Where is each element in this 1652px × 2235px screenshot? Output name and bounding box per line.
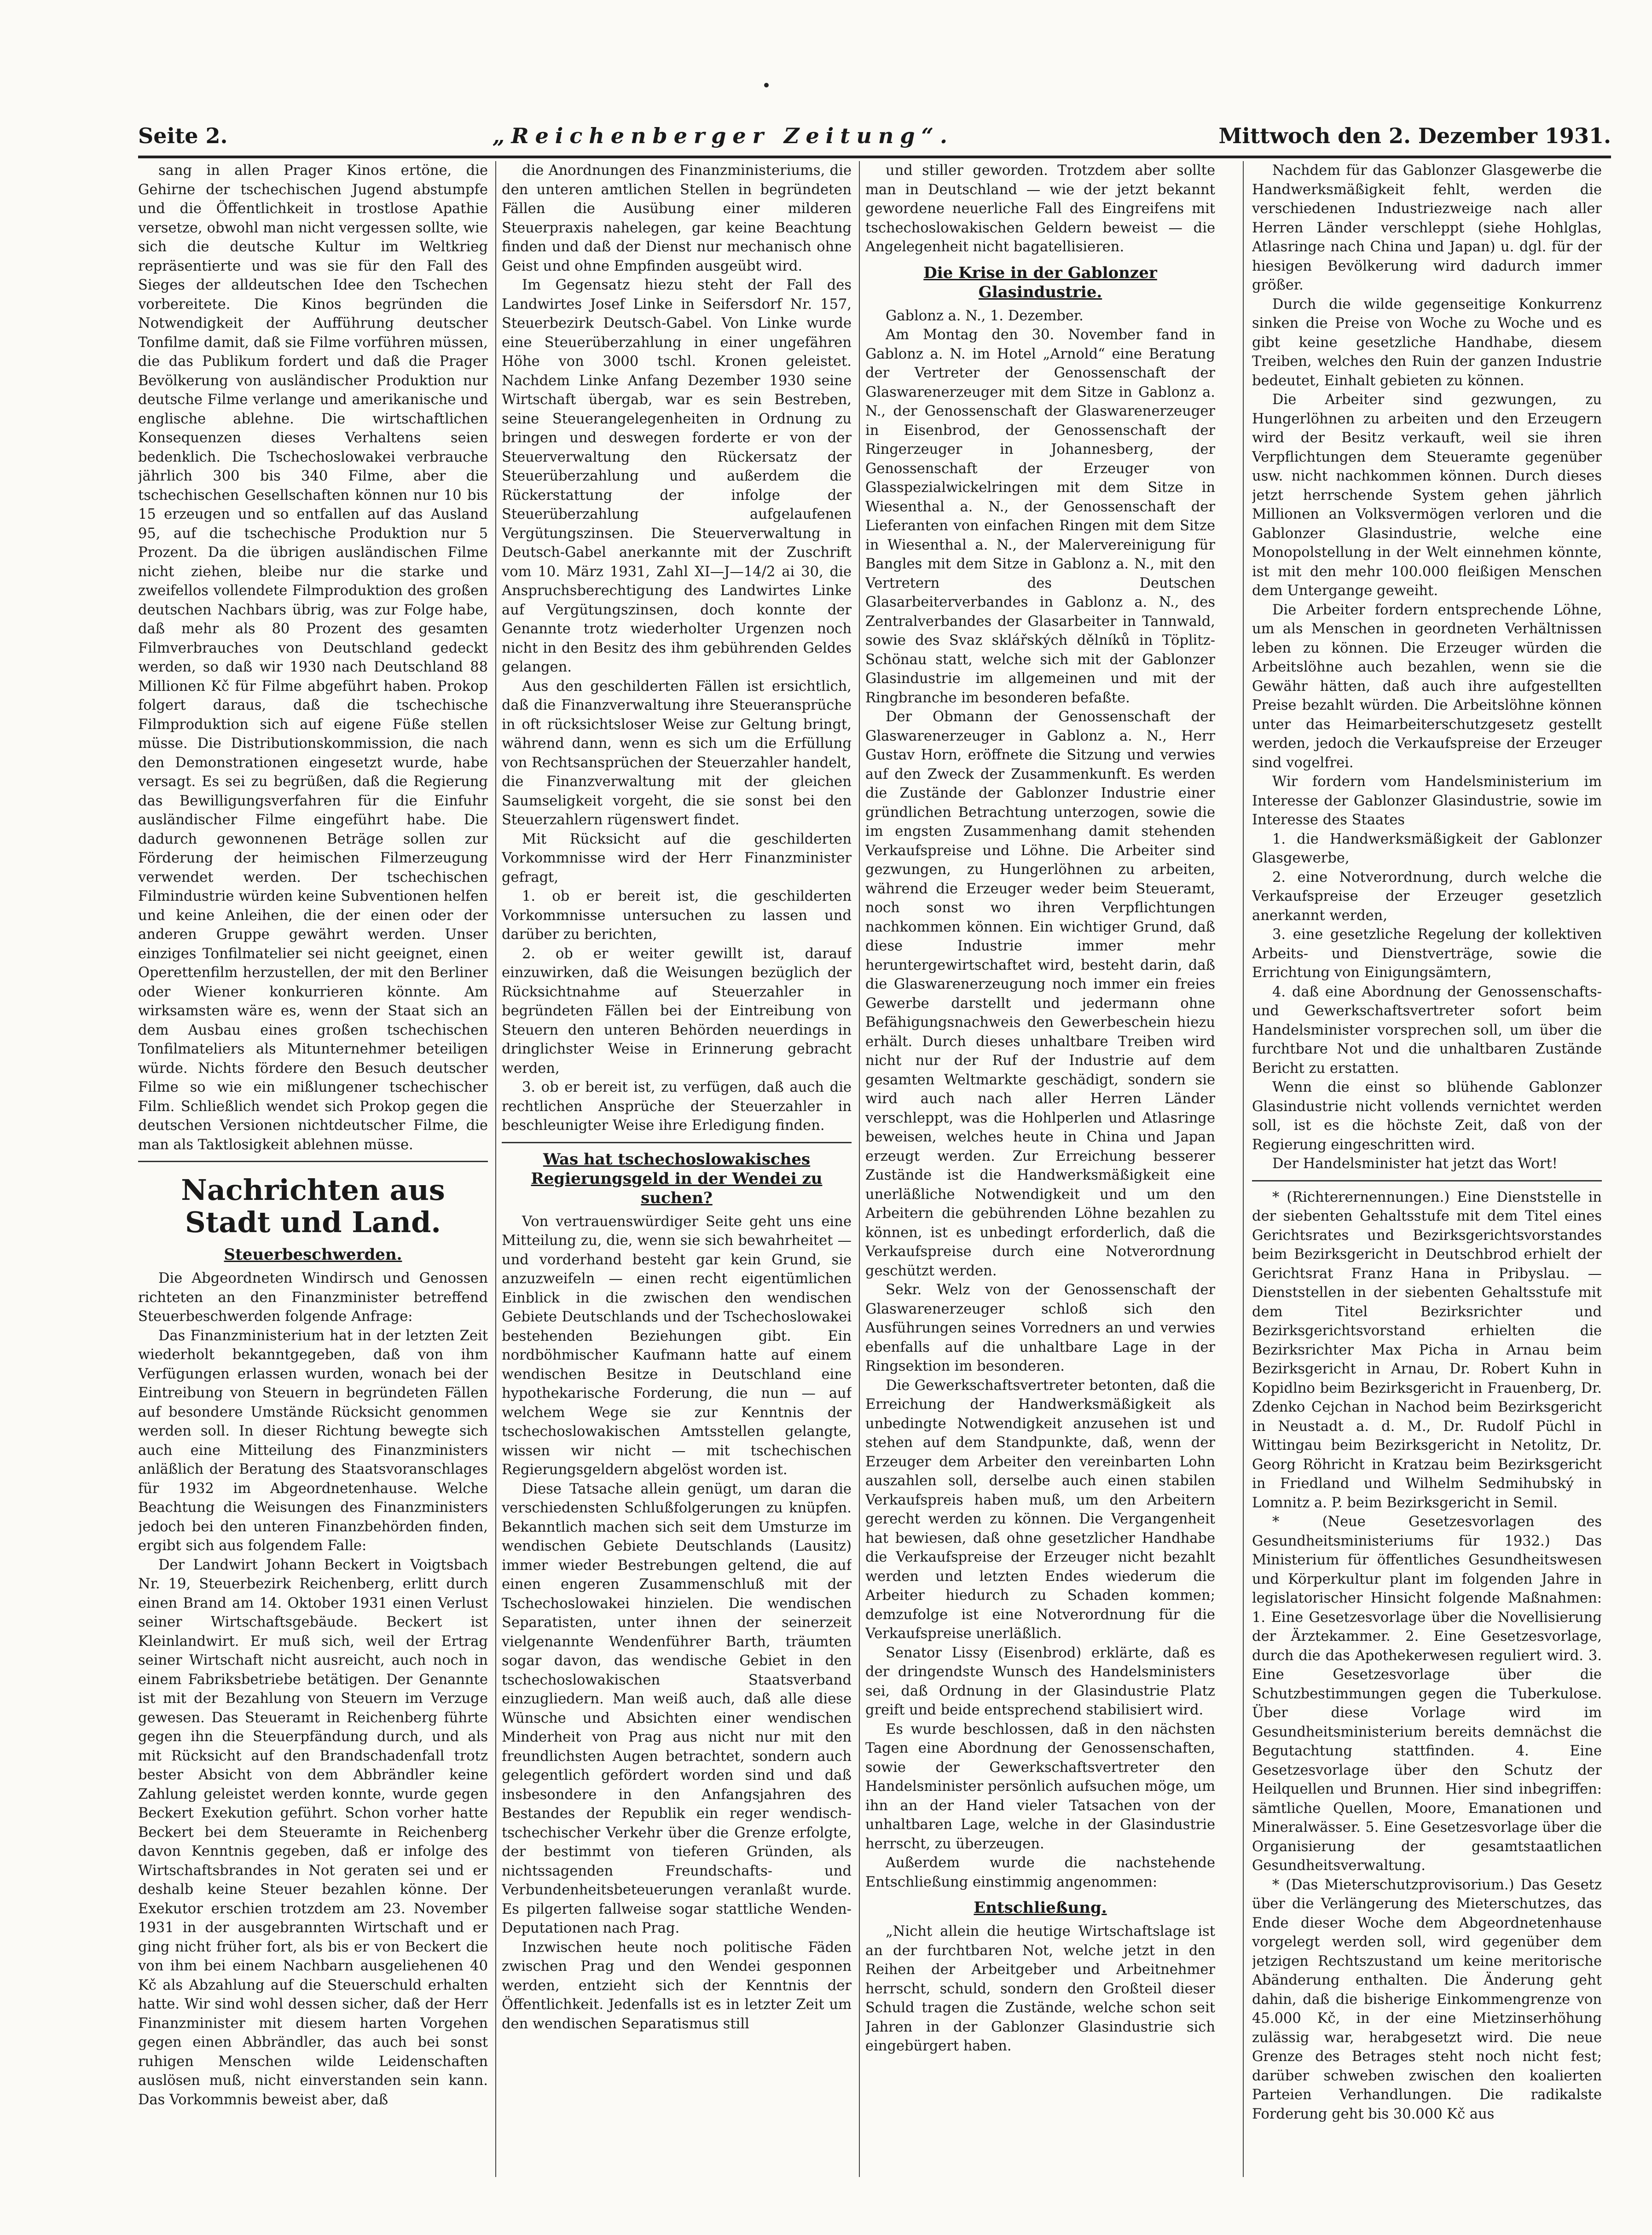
paragraph: Im Gegensatz hiezu steht der Fall des Landwirtes Josef Linke in Seifersdorf Nr. 157, Steuerbezirk Deutsch-Gabel. Von Linke wurde eine Steuerüberzahlung in einer ungefähren Höhe von 3000 tschl. Kronen geleistet. Nachdem Linke Anfang Dezember 1930 seine Wirtschaft übergab, war es sein Bestreben, seine Steuerangelegenheiten in Ordnung zu bringen und deswegen forderte er von der Steuerverwaltung den Rückersatz der Steuerüberzahlung und außerdem die Rückerstattung der infolge der Steuerüberzahlung aufgelaufenen Vergütungszinsen. Die Steuerverwaltung in Deutsch-Gabel anerkannte mit der Zuschrift vom 10. März 1931, Zahl XI—J—14/2 ai 30, die Anspruchsberechtigung des Landwirtes Linke auf Vergütungszinsen, doch konnte der Genannte trotz wiederholter Urgenzen noch nicht in den Besitz des ihm gebührenden Geldes gelangen. xyxy=(502,277,852,675)
column-2 xyxy=(502,161,852,2177)
column-4 xyxy=(1252,161,1602,2177)
paragraph: Außerdem wurde die nachstehende Entschließung einstimmig angenommen: xyxy=(865,1855,1215,1890)
article-title: Was hat tschechoslowakisches Regierungsgeld in der Wendei zu suchen? xyxy=(531,1150,823,1207)
paragraph: Durch die wilde gegenseitige Konkurrenz sinken die Preise von Woche zu Woche und es gibt keine gesetzliche Handhabe, diesem Treiben, welches den Ruin der ganzen Industrie bedeutet, Einhalt gebieten zu können. xyxy=(1252,296,1602,389)
paragraph: 3. eine gesetzliche Regelung der kollektiven Arbeits- und Dienstverträge, sowie die Errichtung von Einigungsämtern, xyxy=(1252,926,1602,981)
resolution-title: Entschließung. xyxy=(974,1899,1107,1917)
paragraph: und stiller geworden. Trotzdem aber sollte man in Deutschland — wie der jetzt bekannt gewordene neuerliche Fall des Eingreifens mit tschechoslowakischen Geldern beweist — die Angelegenheit nicht bagatellisieren. xyxy=(865,162,1215,255)
paragraph: Senator Lissy (Eisenbrod) erklärte, daß es der dringendste Wunsch des Handelsministers sei, daß Ordnung in der Glasindustrie Platz greift und beide entsprechend stabilisiert wird. xyxy=(865,1644,1215,1718)
paragraph: Wir fordern vom Handelsministerium im Interesse der Gablonzer Glasindustrie, sowie im Interesse des Staates xyxy=(1252,774,1602,828)
article-rule xyxy=(502,1142,852,1143)
section-title: Nachrichten aus Stadt und Land. xyxy=(181,1173,445,1239)
paragraph: Sekr. Welz von der Genossenschaft der Glaswarenerzeuger schloß sich den Ausführungen seines Vorredners an und verwies ebenfalls auf die unhaltbare Lage in der Ringsektion im besonderen. xyxy=(865,1282,1215,1374)
news-item: * (Neue Gesetzesvorlagen des Gesundheitsministeriums für 1932.) Das Ministerium für öffentliches Gesundheitswesen und Körperkultur plant im folgenden Jahre in legislatorischer Hinsicht folgende Maßnahmen: 1. Eine Gesetzesvorlage über die Novellisierung der Ärztekammer. 2. Eine Gesetzesvorlage, durch die das Apothekerwesen reguliert wird. 3. Eine Gesetzesvorlage über die Schutzbestimmungen gegen die Tuberkulose. Über diese Vorlage wird im Gesundheitsministerium bereits demnächst die Begutachtung stattfinden. 4. Eine Gesetzesvorlage über den Schutz der Heilquellen und Brunnen. Hier sind inbegriffen: sämtliche Quellen, Moore, Emanationen und Mineralwässer. 5. Eine Gesetzesvorlage über die Organisierung der gesamtstaatlichen Gesundheitsverwaltung. xyxy=(1252,1514,1602,1874)
masthead: „Reichenberger Zeitung“. xyxy=(492,123,954,148)
issue-date: Mittwoch den 2. Dezember 1931. xyxy=(1218,123,1611,148)
paragraph: Die Gewerkschaftsvertreter betonten, daß die Erreichung der Handwerksmäßigkeit als unbedingte Notwendigkeit anzusehen ist und stehen auf dem Standpunkte, daß, wenn der Erzeuger dem Arbeiter den vereinbarten Lohn auszahlen soll, derselbe auch einen stabilen Verkaufspreis haben muß, um den Arbeitern gerecht werden zu können. Die Vergangenheit hat bewiesen, daß ohne gesetzlicher Handhabe die Verkaufspreise der Erzeuger nicht bezahlt werden und letzten Endes wiederum die Arbeiter hiedurch zu Schaden kommen; demzufolge ist eine Notverordnung für die Verkaufspreise unerläßlich. xyxy=(865,1377,1215,1642)
column-divider xyxy=(859,161,860,2177)
paragraph: 1. ob er bereit ist, die geschilderten Vorkommnisse untersuchen zu lassen und darüber zu berichten, xyxy=(502,888,852,943)
section-rule xyxy=(138,1161,488,1162)
column-divider xyxy=(495,161,496,2177)
column-1 xyxy=(138,161,488,2177)
paragraph: Die Arbeiter fordern entsprechende Löhne, um als Menschen in geordneten Verhältnissen leben zu können. Die Erzeuger würden die Arbeitslöhne auch bezahlen, wenn sie die Gewähr hätten, daß auch ihre aufgestellten Preise bezahlt würden. Die Arbeitslöhne können unter das Heimarbeiterschutzgesetz gestellt werden, jedoch die Verkaufspreise der Erzeuger sind vogelfrei. xyxy=(1252,602,1602,771)
paragraph: 1. die Handwerksmäßigkeit der Gablonzer Glasgewerbe, xyxy=(1252,831,1602,866)
paragraph: Der Handelsminister hat jetzt das Wort! xyxy=(1272,1156,1558,1172)
paragraph: 3. ob er bereit ist, zu verfügen, daß auch die rechtlichen Ansprüche der Steuerzahler in beschleunigter Weise ihre Erledigung finden. xyxy=(502,1079,852,1134)
paragraph: 4. daß eine Abordnung der Genossenschafts- und Gewerkschaftsvertreter sofort beim Handelsminister vorsprechen soll, um über die furchtbare Not und die unhaltbaren Zustände Bericht zu erstatten. xyxy=(1252,984,1602,1077)
paragraph: sang in allen Prager Kinos ertöne, die Gehirne der tschechischen Jugend abstumpfe und die Öffentlichkeit in trostlose Apathie versetze, obwohl man nicht vergessen sollte, wie sich die deutsche Kultur im Weltkrieg repräsentierte und was sie für den Fall des Sieges der alldeutschen Idee den Tschechen vorbereitete. Die Kinos begründen die Notwendigkeit der Aufführung deutscher Tonfilme damit, daß sie Filme vorführen müssen, die das Publikum fordert und daß die Prager Bevölkerung von ausländischer Produktion nur deutsche Filme verlange und amerikanische und englische ablehne. Die wirtschaftlichen Konsequenzen dieses Verhaltens seien bedenklich. Die Tschechoslowakei verbrauche jährlich 300 bis 340 Filme, aber die tschechischen Gesellschaften können nur 10 bis 15 erzeugen und so entfallen auf das Ausland 95, auf die tschechische Produktion nur 5 Prozent. Da die übrigen ausländischen Filme nicht ziehen, bleibe nur die starke und zweifellos vollendete Filmproduktion des großen deutschen Nachbars übrig, was zur Folge habe, daß mehr als 80 Prozent des gesamten Filmverbrauches von Deutschland gedeckt werden, so daß wir 1930 nach Deutschland 88 Millionen Kč für Filme abgeführt haben. Prokop folgert daraus, daß die tschechische Filmproduktion sich auf eigene Füße stellen müsse. Die Distributionskommission, die nach den Demonstrationen eingesetzt wurde, habe versagt. Es sei zu begrüßen, daß die Regierung das Bewilligungsverfahren für die Einfuhr ausländischer Filme eingeführt habe. Die dadurch gewonnenen Beträge sollen zur Förderung der heimischen Filmerzeugung verwendet werden. Der tschechischen Filmindustrie würden keine Subventionen helfen und keine Anleihen, die der einen oder der anderen Gruppe gewährt werden. Unser einziges Tonfilmatelier sei nicht geeignet, einen Operettenfilm herzustellen, der mit den Berliner oder Wiener konkurrieren könnte. Am wirksamsten wäre es, wenn der Staat sich an dem Ausbau eines großen tschechischen Tonfilmateliers als Mitunternehmer beteiligen würde. Nichts fördere den Besuch deutscher Filme so wie ein mißlungener tschechischer Film. Schließlich wendet sich Prokop gegen die deutschen Versionen nichtdeutscher Filme, die man als Taktlosigkeit ablehnen müsse. xyxy=(138,162,488,1153)
news-item: * (Richterernennungen.) Eine Dienststelle in der siebenten Gehaltsstufe mit dem Titel eines Gerichtsrates und Bezirksgerichtsvorstandes beim Bezirksgericht in Deutschbrod erhielt der Gerichtsrat Franz Hana in Pribyslau. — Dienststellen in der siebenten Gehaltsstufe mit dem Titel Bezirksrichter und Bezirksgerichtsvorstand erhielten die Bezirksrichter Max Picha in Arnau beim Bezirksgericht in Arnau, Dr. Robert Kuhn in Kopidlno beim Bezirksgericht in Frauenberg, Dr. Zdenko Cejchan in Nachod beim Bezirksgericht in Neustadt a. d. M., Dr. Rudolf Püchl in Wittingau beim Bezirksgericht in Netolitz, Dr. Georg Röhricht in Kratzau beim Bezirksgericht in Friedland und Wilhelm Sedmihubský in Lomnitz a. P. beim Bezirksgericht in Semil. xyxy=(1252,1189,1602,1511)
paragraph: Am Montag den 30. November fand in Gablonz a. N. im Hotel „Arnold“ eine Beratung der Vertreter der Genossenschaft der Glaswarenerzeuger mit dem Sitze in Gablonz a. N., der Genossenschaft der Glaswarenerzeuger in Eisenbrod, der Genossenschaft der Ringerzeuger in Johannesberg, der Genossenschaft der Erzeuger von Glasspezialwickelringen mit dem Sitze in Wiesenthal a. N., der Genossenschaft der Lieferanten von einfachen Ringen mit dem Sitze in Wiesenthal a. N., der Malervereinigung für Bangles mit dem Sitze in Gablonz a. N., mit den Vertretern des Deutschen Glasarbeiterverbandes in Gablonz a. N., des Zentralverbandes der Glasarbeiter in Tannwald, sowie des Svaz sklářských dělníků in Töplitz-Schönau statt, welche sich mit der Gablonzer Glasindustrie im allgemeinen und mit der Ringbranche im besonderen befaßte. xyxy=(865,327,1215,706)
article-title: Steuerbeschwerden. xyxy=(224,1245,402,1264)
article-rule xyxy=(1252,1180,1602,1181)
paragraph: Es wurde beschlossen, daß in den nächsten Tagen eine Abordnung der Genossenschaften, sowie der Gewerkschaftsvertreter den Handelsminister persönlich aufsuchen möge, um ihn an der Hand vieler Tatsachen von der unhaltbaren Lage, welche in der Glasindustrie herrscht, zu überzeugen. xyxy=(865,1721,1215,1852)
paragraph: Nachdem für das Gablonzer Glasgewerbe die Handwerksmäßigkeit fehlt, werden die verschiedenen Industriezweige nach aller Herren Länder verschleppt (siehe Hohlglas, Atlasringe nach China und Japan) u. dgl. für der hiesigen Bevölkerung wird dadurch immer größer. xyxy=(1252,162,1602,293)
page-number: Seite 2. xyxy=(138,123,228,148)
column-3 xyxy=(865,161,1215,2177)
paragraph: die Anordnungen des Finanzministeriums, die den unteren amtlichen Stellen in begründeten Fällen die Ausübung einer milderen Steuerpraxis nahelegen, gar keine Beachtung finden und daß der Dienst nur mechanisch ohne Geist und ohne Empfinden ausgeübt wird. xyxy=(502,162,852,274)
speck-mark xyxy=(764,83,769,87)
paragraph: Aus den geschilderten Fällen ist ersichtlich, daß die Finanzverwaltung ihre Steueransprüche in oft rücksichtsloser Weise zur Geltung bringt, während dann, wenn es sich um die Erfüllung von Rechtsansprüchen der Steuerzahler handelt, die Finanzverwaltung mit der gleichen Saumseligkeit vorgeht, die sie sonst bei den Steuerzahlern rügenswert findet. xyxy=(502,678,852,828)
page-header xyxy=(138,115,1611,156)
paragraph: Inzwischen heute noch politische Fäden zwischen Prag und den Wendei gesponnen werden, entzieht sich der Kenntnis der Öffentlichkeit. Jedenfalls ist es in letzter Zeit um den wendischen Separatismus still xyxy=(502,1939,852,2032)
paragraph: Diese Tatsache allein genügt, um daran die verschiedensten Schlußfolgerungen zu knüpfen. Bekanntlich machen sich seit dem Umsturze im wendischen Gebiete Deutschlands (Lausitz) immer wieder Bestrebungen geltend, die auf einen engeren Zusammenschluß mit der Tschechoslowakei hinzielen. Die wendischen Separatisten, unter ihnen der seinerzeit vielgenannte Wendenführer Barth, träumten sogar davon, das wendische Gebiet in den tschechoslowakischen Staatsverband einzugliedern. Man weiß auch, daß alle diese Wünsche und Absichten einer wendischen Minderheit von Prag aus nicht nur mit den freundlichsten Augen betrachtet, sondern auch gelegentlich gefördert worden sind und daß insbesondere in den Anfangsjahren des Bestandes der Republik ein reger wendisch-tschechischer Verkehr über die Grenze erfolgte, der bestimmt von tieferen Gründen, als nichtssagenden Freundschafts- und Verbundenheitsbeteuerungen veranlaßt wurde. Es pilgerten fallweise sogar stattliche Wenden-Deputationen nach Prag. xyxy=(502,1481,852,1936)
paragraph: Das Finanzministerium hat in der letzten Zeit wiederholt bekanntgegeben, daß von ihm Verfügungen erlassen wurden, wonach bei der Eintreibung von Steuern in begründeten Fällen auf besondere Umstände Rücksicht genommen werden soll. In dieser Richtung bewegte sich auch eine Mitteilung des Finanzministers anläßlich der Beratung des Staatsvoranschlages für 1932 im Abgeordnetenhause. Welche Beachtung die Weisungen des Finanzministers jedoch bei den unteren Finanzbehörden finden, ergibt sich aus folgendem Falle: xyxy=(138,1327,488,1554)
paragraph: Die Arbeiter sind gezwungen, zu Hungerlöhnen zu arbeiten und den Erzeugern wird der Besitz verkauft, weil sie ihren Verpflichtungen dem Steueramte gegenüber usw. nicht nachkommen können. Durch dieses jetzt herrschende System gehen jährlich Millionen an Volksvermögen verloren und die Gablonzer Glasindustrie, welche eine Monopolstellung in der Welt einnehmen könnte, ist mit den mehr 100.000 fleißigen Menschen dem Untergange geweiht. xyxy=(1252,392,1602,599)
news-item: * (Das Mieterschutzprovisorium.) Das Gesetz über die Verlängerung des Mieterschutzes, das Ende dieser Woche dem Abgeordnetenhause vorgelegt werden soll, wird gegenüber dem jetzigen Rechtszustand um keine meritorische Abänderung enthalten. Die Änderung geht dahin, daß die bisherige Einkommengrenze von 45.000 Kč, in der eine Mietzinserhöhung zulässig war, herabgesetzt wird. Die neue Grenze des Betrages steht noch nicht fest; darüber schweben zwischen den koalierten Parteien Verhandlungen. Die radikalste Forderung geht bis 30.000 Kč aus xyxy=(1252,1876,1602,2122)
paragraph: Wenn die einst so blühende Gablonzer Glasindustrie nicht vollends vernichtet werden soll, ist es die höchste Zeit, daß von der Regierung eingeschritten wird. xyxy=(1252,1079,1602,1153)
header-rule xyxy=(138,156,1611,158)
paragraph: Der Obmann der Genossenschaft der Glaswarenerzeuger in Gablonz a. N., Herr Gustav Horn, eröffnete die Sitzung und verwies auf den Zweck der Zusammenkunft. Es werden die Zustände der Gablonzer Industrie einer gründlichen Betrachtung unterzogen, sowie die im engsten Zusammenhang damit stehenden Verkaufspreise und Löhne. Die Arbeiter sind gezwungen, zu Hungerlöhnen zu arbeiten, während die Erzeuger weder beim Steueramt, noch sonst wo ihren Verpflichtungen nachkommen können. Ein wichtiger Grund, daß diese Industrie immer mehr heruntergewirtschaftet wird, besteht darin, daß die Glaswarenerzeugung noch immer ein freies Gewerbe darstellt und jedermann ohne Befähigungsnachweis den Gewerbeschein hiezu erhält. Durch dieses unhaltbare Treiben wird nicht nur der Ruf der Industrie auf dem gesamten Weltmarkte geschädigt, sondern sie wird auch nach aller Herren Länder verschleppt, was die Hohlperlen und Atlasringe beweisen, welches heute in China und Japan erzeugt werden. Zur Erreichung besserer Zustände ist die Handwerksmäßigkeit eine unerläßliche Notwendigkeit und um den Arbeitern die gebührenden Löhne bezahlen zu können, ist es unbedingt erforderlich, daß die Verkaufspreise durch eine Notverordnung geschützt werden. xyxy=(865,709,1215,1279)
paragraph: „Nicht allein die heutige Wirtschaftslage ist an der furchtbaren Not, welche jetzt in den Reihen der Arbeitgeber und Arbeitnehmer herrscht, schuld, sondern den Großteil dieser Schuld tragen die Zustände, welche schon seit Jahren in der Gablonzer Glasindustrie sich eingebürgert haben. xyxy=(865,1923,1215,2054)
paragraph: Von vertrauenswürdiger Seite geht uns eine Mitteilung zu, die, wenn sie sich bewahrheitet — und vorderhand besteht gar kein Grund, sie anzuzweifeln — einen recht eigentümlichen Einblick in die zwischen den wendischen Gebiete Deutschlands und der Tschechoslowakei bestehenden Beziehungen gibt. Ein nordböhmischer Kaufmann hatte auf einem wendischen Besitze in Deutschland eine hypothekarische Forderung, die nun — auf welchem Wege sie zur Kenntnis der tschechoslowakischen Amtsstellen gelangte, wissen wir nicht — mit tschechischen Regierungsgeldern abgelöst worden ist. xyxy=(502,1213,852,1478)
paragraph: 2. eine Notverordnung, durch welche die Verkaufspreise der Erzeuger gesetzlich anerkannt werden, xyxy=(1252,869,1602,924)
column-divider xyxy=(1243,161,1244,2177)
paragraph: Mit Rücksicht auf die geschilderten Vorkommnisse wird der Herr Finanzminister gefragt, xyxy=(502,831,852,886)
paragraph: Der Landwirt Johann Beckert in Voigtsbach Nr. 19, Steuerbezirk Reichenberg, erlitt durch einen Brand am 14. Oktober 1931 einen Verlust seiner Wirtschaftsgebäude. Beckert ist Kleinlandwirt. Er muß sich, weil der Ertrag seiner Wirtschaft nicht ausreicht, auch noch in einem Fabriksbetriebe betätigen. Der Genannte ist mit der Bezahlung von Steuern im Verzuge gewesen. Das Steueramt in Reichenberg führte gegen ihn die Steuerpfändung durch, und als mit Rücksicht auf den Brandschadenfall trotz bester Absicht von dem Abbrändler keine Zahlung geleistet werden konnte, wurde gegen Beckert Exekution geführt. Schon vorher hatte Beckert bei dem Steueramte in Reichenberg davon Kenntnis gegeben, daß er infolge des Wirtschaftsbrandes in Not geraten sei und er deshalb keine Steuer bezahlen könne. Der Exekutor erschien trotzdem am 23. November 1931 in der ausgebrannten Wirtschaft und er ging nicht früher fort, als bis er von Beckert die von ihm bei einem Nachbarn ausgeliehenen 40 Kč als Abzahlung auf die Steuerschuld erhalten hatte. Wir sind wohl dessen sicher, daß der Herr Finanzminister mit diesem harten Vorgehen gegen einen Abbrändler, das auch bei sonst ruhigen Menschen wilde Leidenschaften auslösen muß, nicht einverstanden sein kann. Das Vorkommnis beweist aber, daß xyxy=(138,1557,488,2108)
dateline: Gablonz a. N., 1. Dezember. xyxy=(886,307,1084,324)
paragraph: Die Abgeordneten Windirsch und Genossen richteten an den Finanzminister betreffend Steuerbeschwerden folgende Anfrage: xyxy=(138,1270,488,1325)
paragraph: 2. ob er weiter gewillt ist, darauf einzuwirken, daß die Weisungen bezüglich der Rücksichtnahme auf Steuerzahler in begründeten Fällen bei der Eintreibung von Steuern den unteren Behörden neuerdings in dringlichster Weise in Erinnerung gebracht werden, xyxy=(502,945,852,1077)
article-title: Die Krise in der Gablonzer Glasindustrie. xyxy=(923,263,1157,301)
